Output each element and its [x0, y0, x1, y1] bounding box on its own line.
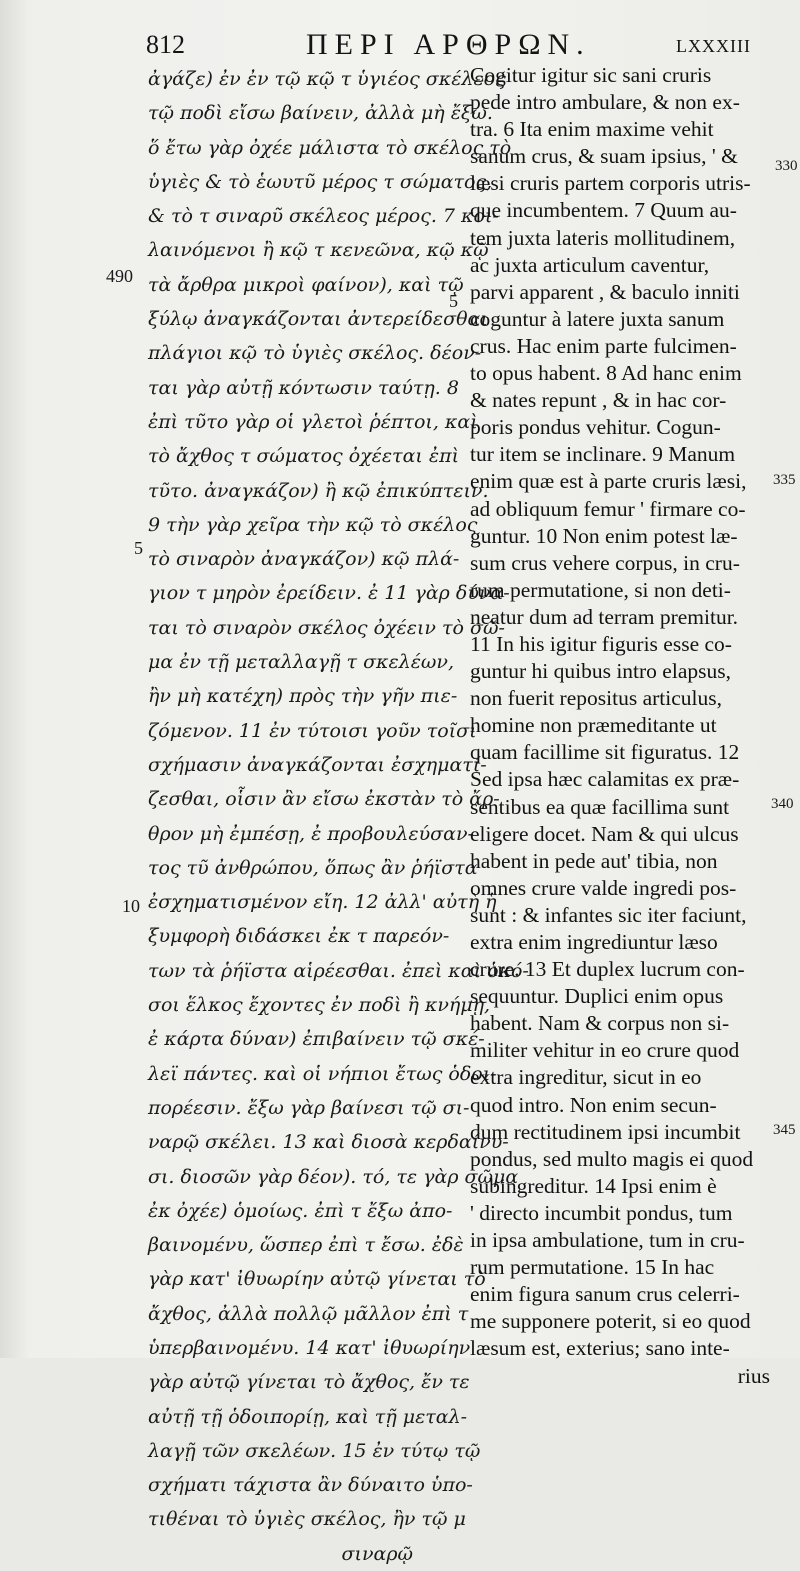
greek-line: γὰρ κατ' ἰθυωρίην αὐτῷ γίνεται τὸ — [148, 1268, 486, 1291]
greek-line: γιον τ μηρὸν ἐρείδειν. ἐ 11 γὰρ δύνα- — [148, 582, 510, 605]
latin-line: extra ingreditur, sicut in eo — [470, 1065, 702, 1090]
latin-line: eligere docet. Nam & qui ulcus — [470, 821, 739, 846]
latin-line: habent in pede aut' tibia, non — [470, 848, 718, 873]
greek-line: λεϊ πάντες. καὶ οἱ νήπιοι ἔτως ὁδοι- — [148, 1062, 497, 1085]
latin-line: subingreditur. 14 Ipsi enim è — [470, 1173, 717, 1198]
greek-line: ζόμενον. 11 ἐν τύτοισι γοῦν τοῖσι — [148, 719, 477, 742]
latin-line: coguntur à latere juxta sanum — [470, 306, 725, 331]
greek-line: σχήματι τάχιστα ἂν δύναιτο ὑπο- — [148, 1474, 473, 1497]
latin-line: non fuerit repositus articulus, — [470, 686, 722, 711]
latin-line: habent. Nam & corpus non si- — [470, 1011, 730, 1036]
margin-line-number: 335 — [773, 472, 796, 488]
latin-line: sum crus vehere corpus, in cru- — [470, 550, 740, 575]
latin-line: pondus, sed multo magis ei quod — [470, 1146, 754, 1171]
greek-line: τὸ ἄχθος τ σώματος ὀχέεται ἐπὶ — [148, 445, 460, 468]
greek-line: ὅ ἔτω γὰρ ὀχέε μάλιστα τὸ σκέλος τὸ — [148, 136, 512, 159]
latin-line: læsum est, exterius; sano inte- — [470, 1336, 730, 1361]
greek-line: βαινομένυ, ὥσπερ ἐπὶ τ ἔσω. ἐδὲ — [148, 1234, 464, 1257]
latin-line: poris pondus vehitur. Cogun- — [470, 415, 721, 440]
latin-catchword: rius — [737, 1363, 770, 1388]
greek-line: ὑγιὲς & τὸ ἑωυτῦ μέρος τ σώματος, — [148, 170, 493, 193]
latin-line: crus. Hac enim parte fulcimen- — [470, 333, 737, 358]
greek-line: ἄχθος, ἀλλὰ πολλῷ μᾶλλον ἐπὶ τ — [148, 1302, 469, 1325]
latin-line: militer vehitur in eo crure quod — [470, 1038, 740, 1063]
latin-line: quam facillime sit figuratus. 12 — [470, 740, 740, 765]
latin-line: extra enim ingrediuntur læso — [470, 930, 718, 954]
latin-line: enim figura sanum crus celerri- — [470, 1282, 740, 1307]
greek-line: σχήμασιν ἀναγκάζονται ἐσχηματί- — [148, 753, 487, 776]
greek-line: λαινόμενοι ἢ κῷ τ κενεῶνα, κῷ κῷ — [148, 239, 489, 262]
margin-line-number: 345 — [773, 1122, 796, 1138]
greek-line: ὑπερβαινομένυ. 14 κατ' ἰθυωρίην — [148, 1336, 471, 1359]
greek-line: ἐ κάρτα δύναν) ἐπιβαίνειν τῷ σκέ- — [148, 1028, 485, 1051]
latin-line: parvi apparent , & baculo inniti — [470, 279, 740, 304]
latin-line: tra. 6 Ita enim maxime vehit — [470, 117, 714, 142]
margin-line-number: 340 — [771, 796, 794, 812]
greek-line: ἢν μὴ κατέχη) πρὸς τὴν γῆν πιε- — [148, 685, 458, 708]
latin-line: sentibus ea quæ facillima sunt — [470, 794, 730, 819]
latin-line: Sed ipsa hæc calamitas ex præ- — [470, 767, 740, 792]
greek-line: πορέεσιν. ἔξω γὰρ βαίνεσι τῷ σι- — [148, 1096, 470, 1119]
greek-line: τῦτο. ἀναγκάζον) ἢ κῷ ἐπικύπτειν. — [148, 479, 489, 502]
greek-line: ἐπὶ τῦτο γὰρ οἱ γλετοὶ ῥέπτοι, καὶ — [148, 410, 478, 433]
latin-line: Cogitur igitur sic sani cruris — [470, 63, 712, 87]
margin-line-number: 10 — [122, 896, 140, 916]
latin-line: omnes crure valde ingredi pos- — [470, 875, 737, 900]
greek-line: ἐσχηματισμένον εἴη. 12 ἀλλ' αὐτὴ ἡ — [148, 891, 497, 914]
section-number: LXXXIII — [676, 36, 751, 56]
greek-line: μα ἐν τῇ μεταλλαγῇ τ σκελέων, — [148, 651, 455, 674]
latin-line: neatur dum ad terram premitur. — [470, 604, 739, 629]
latin-line: dum rectitudinem ipsi incumbit — [470, 1119, 741, 1144]
latin-line: homine non præmeditante ut — [470, 713, 717, 738]
latin-line: me supponere poterit, si eo quod — [470, 1309, 751, 1334]
greek-line: τος τῦ ἀνθρώπου, ὅπως ἂν ῥήϊστα — [148, 856, 478, 879]
margin-line-number: 330 — [775, 158, 798, 174]
greek-line: ζεσθαι, οἷσιν ἂν εἴσω ἐκστὰν τὸ ἄρ- — [148, 788, 500, 811]
latin-line: & nates repunt , & in hac cor- — [470, 388, 727, 413]
greek-line: ἐκ ὀχέε) ὁμοίως. ἐπὶ τ ἔξω ἀπο- — [148, 1199, 453, 1222]
greek-line: τὸ σιναρὸν ἀναγκάζον) κῷ πλά- — [148, 548, 460, 571]
latin-line: tur item se inclinare. 9 Manum — [470, 442, 736, 467]
latin-line: crure. 13 Et duplex lucrum con- — [470, 957, 745, 982]
latin-line: ad obliquum femur ' firmare co- — [470, 496, 746, 521]
latin-line: guntur hi quibus intro elapsus, — [470, 659, 731, 684]
latin-line: quod intro. Non enim secun- — [470, 1092, 717, 1117]
latin-line: rum permutatione. 15 In hac — [470, 1255, 715, 1280]
latin-line: guntur. 10 Non enim potest læ- — [470, 523, 738, 548]
latin-line: to opus habent. 8 Ad hanc enim — [470, 361, 742, 386]
latin-line: que incumbentem. 7 Quum au- — [470, 198, 737, 223]
margin-line-number: 5 — [134, 538, 143, 558]
latin-text-column — [470, 62, 770, 1390]
running-title: ΠΕΡΙ ΑΡΘΡΩΝ. — [306, 28, 591, 61]
latin-line: tem juxta lateris mollitudinem, — [470, 225, 736, 250]
latin-line: sanum crus, & suam ipsius, ' & — [470, 144, 738, 169]
page-number: 812 — [146, 30, 185, 59]
greek-line: σοι ἕλκος ἔχοντες ἐν ποδὶ ἢ κνήμῃ, — [148, 994, 491, 1017]
greek-line: τῷ ποδὶ εἴσω βαίνειν, ἀλλὰ μὴ ἔξω. — [148, 102, 493, 125]
latin-line: in ipsa ambulatione, tum in cru- — [470, 1228, 745, 1253]
latin-line: læsi cruris partem corporis utris- — [470, 171, 751, 196]
greek-line: ἀγάζε) ἐν ἐν τῷ κῷ τ ὑγιέος σκέλεος — [148, 68, 506, 90]
greek-line: των τὰ ῥήϊστα αἱρέεσθαι. ἐπεὶ καὶ ὁκό- — [148, 959, 529, 982]
greek-line: ται γὰρ αὐτῇ κόντωσιν ταύτῃ. 8 — [148, 376, 459, 399]
latin-line: pede intro ambulare, & non ex- — [470, 90, 740, 115]
latin-line: enim quæ est à parte cruris læsi, — [470, 469, 747, 494]
greek-line: ξύλῳ ἀναγκάζονται ἀντερείδεσθαι — [148, 308, 488, 331]
latin-line: 11 In his igitur figuris esse co- — [470, 631, 732, 656]
latin-line: sequuntur. Duplici enim opus — [470, 984, 724, 1009]
greek-line: 9 τὴν γὰρ χεῖρα τὴν κῷ τὸ σκέλος — [148, 513, 478, 536]
latin-line: sunt : & infantes sic iter faciunt, — [470, 902, 747, 927]
greek-line: πλάγιοι κῷ τὸ ὑγιὲς σκέλος. δέον- — [148, 342, 482, 365]
greek-line: λαγῇ τῶν σκελέων. 15 ἐν τύτῳ τῷ — [148, 1439, 481, 1462]
greek-line: & τὸ τ σιναρῦ σκέλεος μέρος. 7 κοι- — [148, 205, 499, 228]
greek-line: τιθέναι τὸ ὑγιὲς σκέλος, ἢν τῷ μ — [148, 1508, 466, 1531]
latin-line: rum permutatione, si non deti- — [470, 577, 731, 602]
greek-line: γὰρ αὐτῷ γίνεται τὸ ἄχθος, ἔν τε — [148, 1371, 470, 1394]
greek-line: ναρῷ σκέλει. 13 καὶ διοσὰ κερδαίνυ- — [148, 1131, 509, 1154]
greek-line: αὐτῇ τῇ ὁδοιπορίῃ, καὶ τῇ μεταλ- — [148, 1405, 468, 1428]
margin-line-number: 490 — [106, 266, 133, 286]
latin-line: ac juxta articulum caventur, — [470, 252, 710, 277]
greek-line: ξυμφορὴ διδάσκει ἐκ τ παρεόν- — [148, 925, 450, 948]
greek-line: τὰ ἄρθρα μικροὶ φαίνον), καὶ τῷ — [148, 273, 464, 296]
page-header — [0, 22, 800, 62]
greek-text-column — [148, 62, 529, 1571]
margin-line-number: 5 — [449, 291, 458, 311]
greek-line: ται τὸ σιναρὸν σκέλος ὀχέειν τὸ σῶ- — [148, 616, 505, 639]
greek-catchword: σιναρῷ — [341, 1542, 413, 1565]
greek-line: θρον μὴ ἐμπέσῃ, ἐ προβουλεύσαν- — [148, 822, 474, 845]
greek-line: σι. διοσῶν γὰρ δέον). τό, τε γὰρ σῶμα — [148, 1165, 519, 1188]
latin-line: ' directo incumbit pondus, tum — [470, 1200, 733, 1225]
